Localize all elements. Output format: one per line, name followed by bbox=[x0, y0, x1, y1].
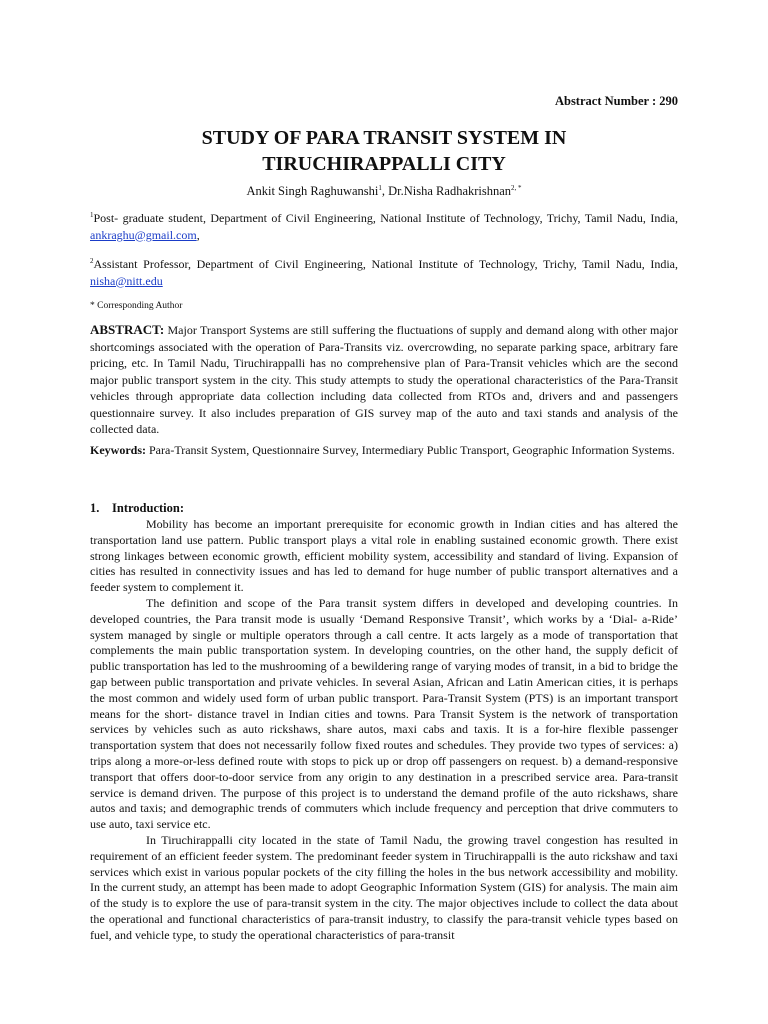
abstract-number: Abstract Number : 290 bbox=[554, 94, 678, 108]
abstract-text: Major Transport Systems are still suffering the fluctuations of supply and demand along with other major shortcomings associated with the operation of Para-Transits viz. overcrowding, no separate parking space, arbitrary fare pricing, etc. In Tamil Nadu, Tiruchirappalli has no comprehensive plan of Para-Transit vehicles which are the second major public transport system in the city. This study attempts to study the operational characteristics of the Para-Transit vehicles through appropriate data collection including data collected from RTOs and, drivers and and passengers questionnaire survey. It also includes preparation of GIS survey map of the auto and taxi stands and analysis of the collected data. bbox=[90, 323, 678, 436]
section-1-number: 1. bbox=[90, 501, 100, 515]
paper-title bbox=[90, 125, 678, 177]
section-1-body bbox=[90, 517, 678, 944]
affiliation-1-text: Post- graduate student, Department of Civil Engineering, National Institute of Technology, Trichy, Tamil Nadu, India, bbox=[93, 211, 678, 225]
author-1: Ankit Singh Raghuwanshi bbox=[246, 184, 379, 198]
keywords-text: Para-Transit System, Questionnaire Survey, Intermediary Public Transport, Geographic Information Systems. bbox=[146, 443, 675, 457]
intro-paragraph-1: Mobility has become an important prerequisite for economic growth in Indian cities and has altered the transportation land use pattern. Public transport plays a vital role in enabling sustained economic growth. There exist strong linkages between economic growth, efficient mobility system, accessibility and standard of living. Expansion of cities has resulted in connectivity issues and has led to demand for huge number of public transport alternatives and a feeder system to complement it. bbox=[90, 517, 678, 595]
abstract-label: ABSTRACT: bbox=[90, 322, 165, 337]
author-2-marker: 2, * bbox=[511, 183, 522, 192]
affiliation-1-email-link[interactable]: ankraghu@gmail.com bbox=[90, 227, 197, 242]
affiliation-1-trail: , bbox=[196, 227, 200, 242]
author-2: Dr.Nisha Radhakrishnan bbox=[388, 184, 512, 198]
affiliation-2-text: Assistant Professor, Department of Civil Engineering, National Institute of Technology, Trichy, Tamil Nadu, India, bbox=[93, 257, 678, 271]
title-line-2: TIRUCHIRAPPALLI CITY bbox=[262, 153, 506, 175]
affiliation-2-marker: 2 bbox=[90, 257, 94, 265]
intro-paragraph-2: The definition and scope of the Para transit system differs in developed and developing countries. In developed countries, the Para transit mode is usually ‘Demand Responsive Transit’, which works by a ‘Dial- a-Ride’ system managed by single or multiple operators through a call centre. It acts largely as a mode of transportation that complements the main public transportation system. In developing countries, on the other hand, the supply deficit of public transportation has led to the mushrooming of a bewildering range of varying modes of transit, in a bid to bridge the gap between public transportation and private vehicles. In several Asian, African and Latin American cities, it is perhaps the most common and widely used form of urban public transport. Para-Transit System (PTS) is an important transport means for the short- distance travel in Indian cities and towns. Para Transit System is the network of transportation services by vehicles such as auto rickshaws, share autos, maxi cabs and taxis. It is a for-hire flexible passenger transportation system that does not necessarily follow fixed routes and schedules. They provide two types of services: a) trips along a more-or-less defined route with stops to pick up or drop off passengers on request. b) a demand-responsive transport that offers door-to-door service from any origin to any destination in a prescribed service area. Para-transit service is demand driven. The purpose of this project is to understand the demand profile of the auto rickshaws, share autos and taxis; and demographic trends of commuters which include frequency and perception that drive commuters to use auto, taxi service etc. bbox=[90, 595, 678, 832]
affiliation-1 bbox=[90, 210, 678, 243]
intro-paragraph-3: In Tiruchirappalli city located in the state of Tamil Nadu, the growing travel congestion has resulted in requirement of an efficient feeder system. The predominant feeder system in Tiruchirappalli is the auto rickshaw and taxi services which exist in various popular pockets of the city filling the holes in the bus network accessibility and mobility. In the current study, an attempt has been made to adopt Geographic Information System (GIS) for analysis. The main aim of the study is to explore the use of para-transit system in the city. The major objectives include to collect the data about the operational and functional characteristics of para-transit industry, to classify the para-transit vehicle types based on fuel, and vehicle type, to study the operational characteristics of para-transit bbox=[90, 832, 678, 942]
author-list bbox=[90, 184, 678, 199]
affiliation-2-email-link[interactable]: nisha@nitt.edu bbox=[90, 273, 163, 288]
section-1-title: Introduction: bbox=[112, 501, 185, 515]
author-1-marker: 1 bbox=[378, 183, 382, 192]
title-line-1: STUDY OF PARA TRANSIT SYSTEM IN bbox=[201, 127, 567, 149]
section-1-heading bbox=[90, 501, 184, 516]
keywords-label: Keywords: bbox=[90, 443, 146, 457]
keywords bbox=[90, 442, 678, 459]
author-separator: , bbox=[381, 184, 389, 198]
corresponding-author-note: * Corresponding Author bbox=[90, 301, 183, 311]
affiliation-2 bbox=[90, 256, 678, 289]
abstract bbox=[90, 322, 678, 438]
affiliation-1-marker: 1 bbox=[90, 211, 94, 219]
